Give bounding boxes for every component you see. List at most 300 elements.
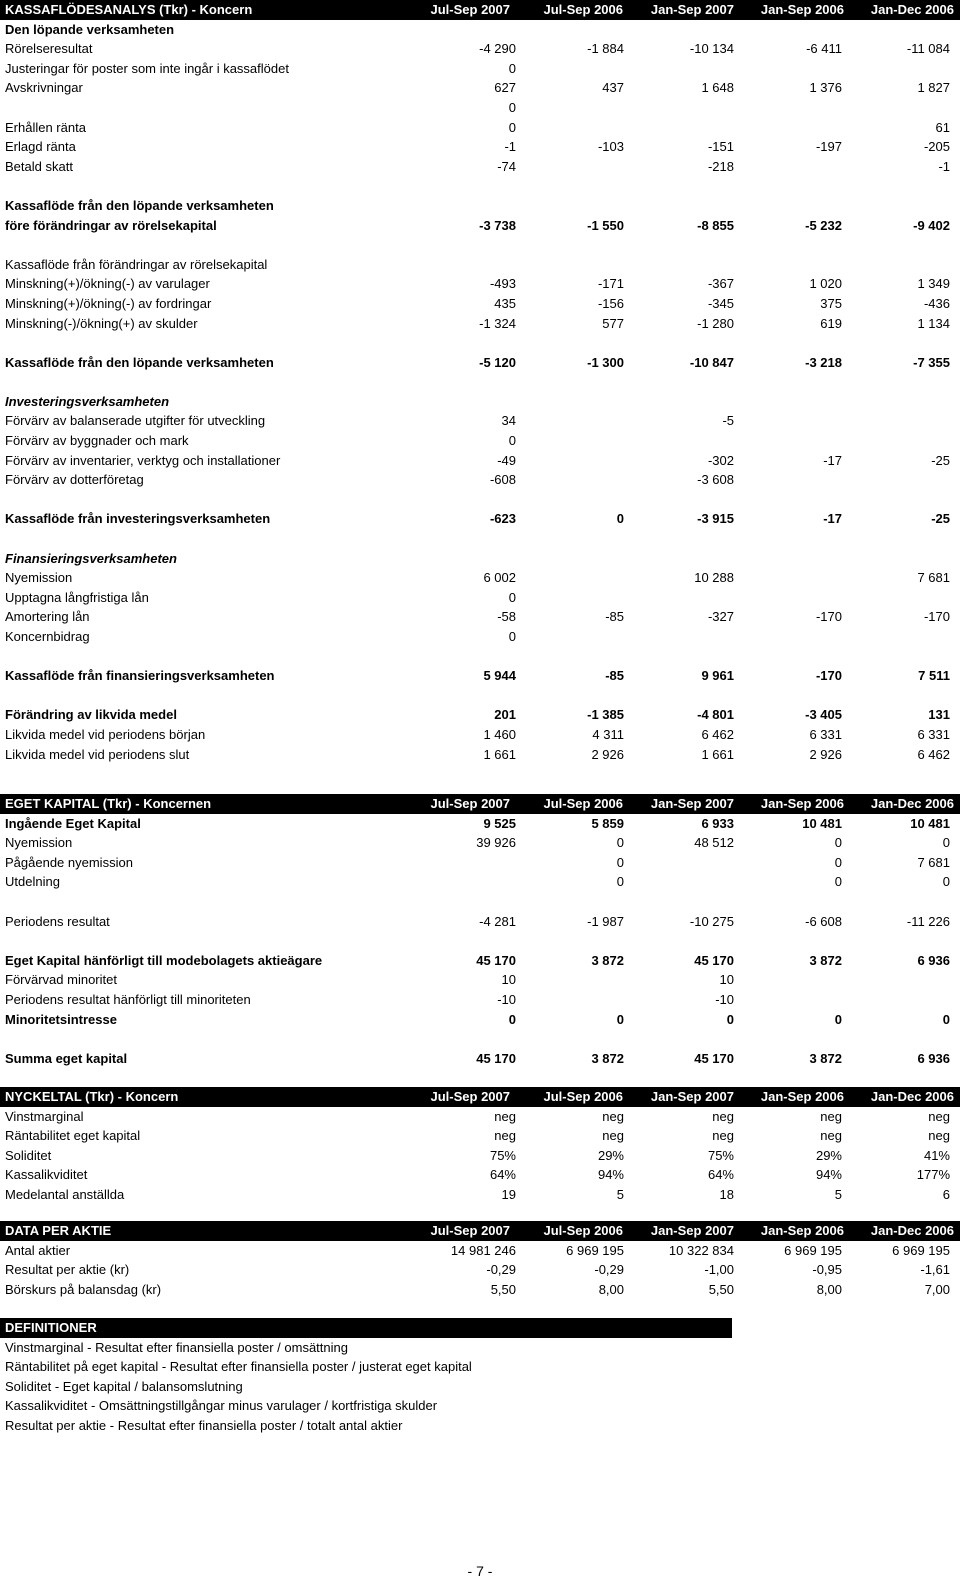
kpi-title: NYCKELTAL (Tkr) - Koncern [5,1089,179,1104]
value-cell: neg [602,1128,624,1144]
column-header: Jul-Sep 2007 [430,1223,510,1238]
value-cell: 131 [928,707,950,723]
value-cell: 6 936 [917,1050,950,1066]
row-label: Räntabilitet eget kapital [5,1128,141,1144]
rows-operating [0,39,960,176]
value-cell: 0 [616,874,624,890]
value-cell: neg [712,1108,734,1124]
column-header: Jul-Sep 2006 [543,796,623,811]
table-row [0,970,960,990]
value-cell: 29% [815,1147,842,1163]
row-label: Pågående nyemission [5,854,133,870]
value-cell: -170 [815,609,842,625]
value-cell: 0 [726,1011,734,1027]
value-cell: 10 481 [802,815,842,831]
value-cell: -74 [497,158,516,174]
value-cell: -608 [489,472,516,488]
value-cell: 6 969 195 [892,1242,950,1258]
value-cell: 177% [916,1167,950,1183]
table-row [0,451,960,471]
value-cell: -170 [815,668,842,684]
column-header: Jan-Sep 2007 [650,2,734,17]
row-label: Förändring av likvida medel [5,707,177,723]
value-cell: -0,29 [594,1262,624,1278]
value-cell: 0 [508,629,516,644]
row-label: Vinstmarginal [5,1108,84,1124]
value-cell: -493 [489,276,516,292]
section-heading [0,392,960,412]
value-cell: -8 855 [697,217,734,233]
table-row [0,1126,960,1146]
value-cell: 0 [834,835,842,851]
column-header: Jan-Sep 2007 [650,1223,734,1238]
subtotal-label-line [0,196,960,216]
row-label: Erlagd ränta [5,139,76,155]
value-cell: 3 872 [591,952,624,968]
value-cell: 8,00 [816,1281,842,1297]
value-cell: 1 661 [701,746,734,762]
parent-equity-row [0,951,960,971]
value-cell: 45 170 [694,952,734,968]
value-cell: neg [712,1128,734,1144]
value-cell: 1 648 [701,80,734,96]
table-row [0,431,960,451]
value-cell: 3 872 [809,952,842,968]
subtotal-row [0,216,960,236]
value-cell: -85 [605,609,624,625]
column-header: Jan-Sep 2006 [760,1223,844,1238]
value-cell: 6 936 [917,952,950,968]
value-cell: 6 969 195 [784,1242,842,1258]
definition-text: Vinstmarginal - Resultat efter finansiella poster / omsättning [5,1339,348,1355]
value-cell: -17 [823,511,842,527]
column-header: Jan-Dec 2006 [870,796,954,811]
row-label: Förvärv av byggnader och mark [5,433,189,449]
value-cell: neg [928,1108,950,1124]
value-cell: 10 481 [910,815,950,831]
row-label: före förändringar av rörelsekapital [5,217,217,233]
value-cell: 435 [494,295,516,311]
value-cell: -10 [715,991,734,1007]
value-cell: -5 232 [805,217,842,233]
definitions-list [0,1338,960,1436]
table-row [0,588,960,608]
row-label: Börskurs på balansdag (kr) [5,1281,162,1297]
rows-equity-changes [0,833,960,892]
section-heading-label: Kassaflöde från förändringar av rörelsekapital [5,256,268,272]
definition-line [0,1377,960,1397]
value-cell: 1 661 [483,746,516,762]
table-row [0,990,960,1010]
value-cell: 6 969 195 [566,1242,624,1258]
table-row [0,411,960,431]
row-label: Koncernbidrag [5,629,90,644]
value-cell: 75% [489,1147,516,1163]
row-label: Avskrivningar [5,80,83,96]
value-cell: 6 002 [483,570,516,586]
rows-working-capital [0,274,960,333]
value-cell: 5 944 [483,668,516,684]
value-cell: 437 [602,80,624,96]
value-cell: -10 275 [689,913,734,929]
row-label: Kassalikviditet [5,1167,88,1183]
period-result-row [0,912,960,932]
row-label: Minoritetsintresse [5,1011,117,1027]
definition-line [0,1338,960,1358]
value-cell: -5 [722,413,734,429]
share-header [0,1221,960,1241]
column-header: Jan-Dec 2006 [870,2,954,17]
value-cell: -327 [707,609,734,625]
value-cell: -151 [707,139,734,155]
total-equity-row [0,1049,960,1069]
section-heading [0,549,960,569]
value-cell: 1 376 [809,80,842,96]
value-cell: 6 933 [701,815,734,831]
value-cell: 19 [501,1186,516,1202]
value-cell: -4 290 [479,41,516,57]
value-cell: -171 [597,276,624,292]
section-heading [0,20,960,40]
value-cell: 45 170 [476,952,516,968]
value-cell: 6 [942,1186,950,1202]
share-title: DATA PER AKTIE [5,1223,112,1238]
value-cell: 1 134 [917,315,950,331]
value-cell: 0 [508,1011,516,1027]
value-cell: 45 170 [476,1050,516,1066]
definition-text: Räntabilitet på eget kapital - Resultat efter finansiella poster / justerat eget kapital [5,1359,472,1375]
column-header: Jan-Dec 2006 [870,1223,954,1238]
opening-equity-row [0,814,960,834]
column-header: Jan-Sep 2006 [760,2,844,17]
share-section [0,1221,960,1299]
value-cell: -4 281 [479,913,516,929]
column-header: Jan-Sep 2006 [760,796,844,811]
table-row [0,118,960,138]
value-cell: -25 [931,511,950,527]
table-row [0,1185,960,1205]
value-cell: 64% [489,1167,516,1183]
total-investing-row [0,509,960,529]
value-cell: 0 [942,874,950,890]
definitions-section [0,1318,960,1436]
kpi-header [0,1087,960,1107]
row-label: Resultat per aktie (kr) [5,1262,130,1278]
table-row [0,872,960,892]
value-cell: 18 [719,1186,734,1202]
row-label: Antal aktier [5,1242,71,1258]
value-cell: 14 981 246 [450,1242,516,1258]
value-cell: neg [494,1108,516,1124]
value-cell: -5 120 [479,354,516,370]
value-cell: -9 402 [913,217,950,233]
row-label: Ingående Eget Kapital [5,815,141,831]
value-cell: -170 [923,609,950,625]
value-cell: 10 288 [694,570,734,586]
value-cell: 201 [494,707,516,723]
value-cell: 0 [616,1011,624,1027]
row-label: Minskning(-)/ökning(+) av skulder [5,315,198,331]
table-row [0,1107,960,1127]
section-heading-label: Finansieringsverksamheten [5,550,177,566]
rows-minority [0,970,960,1009]
column-header: Jan-Sep 2007 [650,796,734,811]
value-cell: -1 324 [479,315,516,331]
value-cell: 0 [942,1011,950,1027]
column-header: Jul-Sep 2007 [430,796,510,811]
row-label: Nyemission [5,835,73,851]
cashflow-section [0,0,960,764]
value-cell: 619 [820,315,842,331]
value-cell: -11 084 [906,41,950,57]
value-cell: -1 280 [697,315,734,331]
row-label: Erhållen ränta [5,119,86,135]
row-label: Summa eget kapital [5,1050,128,1066]
equity-header [0,794,960,814]
table-row [0,39,960,59]
kpi-section [0,1087,960,1205]
value-cell: -3 218 [805,354,842,370]
definition-line [0,1416,960,1436]
row-label: Betald skatt [5,158,73,174]
value-cell: neg [494,1128,516,1144]
value-cell: 5 [616,1186,624,1202]
subtotal-label: Kassaflöde från den löpande verksamheten [5,197,274,213]
value-cell: 0 [508,119,516,135]
table-row [0,1280,960,1300]
row-label: Likvida medel vid periodens slut [5,746,190,762]
value-cell: 0 [508,589,516,605]
row-label: Eget Kapital hänförligt till modebolagets aktieägare [5,952,323,968]
value-cell: 94% [815,1167,842,1183]
value-cell: 34 [501,413,516,429]
value-cell: 75% [707,1147,734,1163]
value-cell: 1 827 [917,80,950,96]
table-row [0,1260,960,1280]
section-heading-label: Investeringsverksamheten [5,393,170,409]
definitions-header [0,1318,732,1338]
value-cell: -85 [605,668,624,684]
value-cell: 5,50 [490,1281,516,1297]
page-number: - 7 - [467,1563,493,1579]
value-cell: 0 [834,874,842,890]
cashflow-title: KASSAFLÖDESANALYS (Tkr) - Koncern [5,2,253,17]
row-label: Förvärv av inventarier, verktyg och installationer [5,452,281,468]
value-cell: -1 884 [587,41,624,57]
cashflow-header [0,0,960,20]
row-label: Soliditet [5,1147,52,1163]
minority-row [0,1010,960,1030]
value-cell: 1 349 [917,276,950,292]
value-cell: -3 405 [805,707,842,723]
value-cell: -1 385 [587,707,624,723]
table-row [0,137,960,157]
row-label: Periodens resultat hänförligt till minoriteten [5,991,251,1007]
value-cell: 7,00 [924,1281,950,1297]
column-header: Jul-Sep 2006 [543,1223,623,1238]
value-cell: 1 460 [483,726,516,742]
value-cell: -3 915 [697,511,734,527]
definition-text: Soliditet - Eget kapital / balansomslutning [5,1378,243,1394]
value-cell: -345 [707,295,734,311]
definition-line [0,1357,960,1377]
table-row [0,725,960,745]
value-cell: -11 226 [906,913,950,929]
value-cell: -367 [707,276,734,292]
row-label: Amortering lån [5,609,90,625]
value-cell: 7 511 [918,668,950,684]
column-header: Jul-Sep 2007 [430,1089,510,1104]
value-cell: 3 872 [809,1050,842,1066]
value-cell: 9 961 [701,668,734,684]
row-label: Utdelning [5,874,60,890]
value-cell: 0 [942,835,950,851]
value-cell: 5 [834,1186,842,1202]
value-cell: -6 411 [806,41,842,57]
definition-text: Kassalikviditet - Omsättningstillgångar minus varulager / kortfristiga skulder [5,1398,438,1414]
value-cell: 577 [602,315,624,331]
table-row [0,314,960,334]
row-label: Medelantal anställda [5,1186,125,1202]
value-cell: 61 [935,119,950,135]
value-cell: 7 681 [917,570,950,586]
value-cell: -17 [823,452,842,468]
value-cell: 375 [820,295,842,311]
value-cell: 10 [501,972,516,988]
column-header: Jul-Sep 2006 [543,1089,623,1104]
value-cell: 0 [834,854,842,870]
value-cell: neg [820,1128,842,1144]
value-cell: 10 [719,972,734,988]
value-cell: -1 300 [587,354,624,370]
value-cell: 7 681 [917,854,950,870]
value-cell: neg [820,1108,842,1124]
row-label: Upptagna långfristiga lån [5,589,149,605]
value-cell: 45 170 [694,1050,734,1066]
row-label: Rörelseresultat [5,41,93,57]
value-cell: -10 847 [689,354,734,370]
value-cell: -1 550 [587,217,624,233]
value-cell: 5,50 [708,1281,734,1297]
value-cell: -0,95 [812,1262,842,1278]
table-row [0,1165,960,1185]
table-row [0,833,960,853]
equity-title: EGET KAPITAL (Tkr) - Koncernen [5,796,212,811]
value-cell: -1,61 [920,1262,950,1278]
value-cell: -218 [707,158,734,174]
value-cell: -1 [938,158,950,174]
row-label: Likvida medel vid periodens början [5,726,206,742]
table-row [0,1241,960,1261]
value-cell: -103 [597,139,624,155]
column-header: Jul-Sep 2007 [430,2,510,17]
table-row [0,78,960,98]
value-cell: 8,00 [598,1281,624,1297]
row-label: Periodens resultat [5,913,110,929]
value-cell: 6 462 [701,726,734,742]
table-row [0,274,960,294]
value-cell: 48 512 [694,835,734,851]
value-cell: 5 859 [591,815,624,831]
table-row [0,853,960,873]
value-cell: -197 [815,139,842,155]
table-row [0,470,960,490]
value-cell: neg [928,1128,950,1144]
table-row [0,1146,960,1166]
value-cell: -3 608 [697,472,734,488]
section-heading-label: Den löpande verksamheten [5,21,175,37]
column-header: Jan-Sep 2006 [760,1089,844,1104]
definition-line [0,1396,960,1416]
value-cell: -10 134 [689,41,734,57]
table-row [0,627,960,647]
value-cell: 0 [616,835,624,851]
value-cell: 39 926 [476,835,516,851]
value-cell: 29% [597,1147,624,1163]
value-cell: -4 801 [697,707,734,723]
table-row [0,294,960,314]
value-cell: 0 [508,60,516,76]
row-label: Justeringar för poster som inte ingår i kassaflödet [5,60,289,76]
value-cell: -1,00 [704,1262,734,1278]
value-cell: 6 462 [917,746,950,762]
column-header: Jan-Dec 2006 [870,1089,954,1104]
value-cell: neg [602,1108,624,1124]
value-cell: 0 [508,433,516,449]
row-label: Förvärv av balanserade utgifter för utveckling [5,413,266,429]
row-label: Förvärvad minoritet [5,972,117,988]
value-cell: 3 872 [591,1050,624,1066]
rows-cash [0,725,960,764]
table-row [0,98,960,118]
total-operating-row [0,353,960,373]
row-label: Minskning(+)/ökning(-) av fordringar [5,295,212,311]
value-cell: -7 355 [913,354,950,370]
value-cell: 1 020 [809,276,842,292]
value-cell: -49 [497,452,516,468]
row-label: Kassaflöde från investeringsverksamheten [5,511,271,527]
change-cash-row [0,705,960,725]
value-cell: 9 525 [483,815,516,831]
row-label: Förvärv av dotterföretag [5,472,144,488]
value-cell: -25 [931,452,950,468]
row-label: Minskning(+)/ökning(-) av varulager [5,276,210,292]
value-cell: -10 [497,991,516,1007]
equity-section [0,794,960,1068]
row-label: Nyemission [5,570,73,586]
table-row [0,607,960,627]
table-row [0,568,960,588]
value-cell: -1 [504,139,516,155]
value-cell: -3 738 [479,217,516,233]
value-cell: 10 322 834 [668,1242,734,1258]
value-cell: -156 [597,295,624,311]
value-cell: -0,29 [486,1262,516,1278]
value-cell: -436 [923,295,950,311]
row-label: Kassaflöde från finansieringsverksamheten [5,668,275,684]
value-cell: 627 [494,80,516,96]
rows-financing [0,568,960,646]
value-cell: 0 [616,854,624,870]
definition-text: Resultat per aktie - Resultat efter finansiella poster / totalt antal aktier [5,1417,403,1433]
value-cell: -302 [707,452,734,468]
value-cell: -6 608 [805,913,842,929]
total-financing-row [0,666,960,686]
table-row [0,157,960,177]
value-cell: 94% [597,1167,624,1183]
value-cell: 0 [616,511,624,527]
value-cell: -58 [497,609,516,625]
